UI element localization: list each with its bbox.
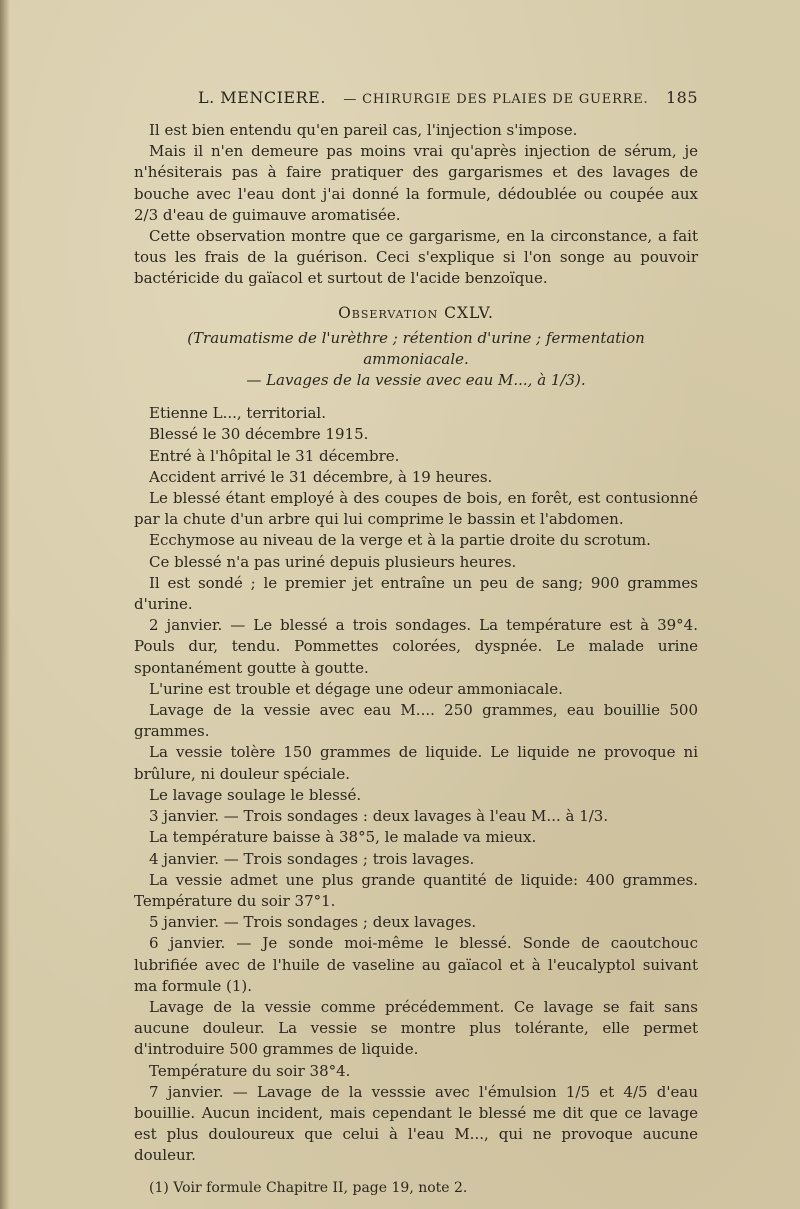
running-head xyxy=(198,88,698,112)
paragraph: 3 janvier. — Trois sondages : deux lavages à l'eau M... à 1/3. xyxy=(149,807,609,826)
paragraph: 5 janvier. — Trois sondages ; deux lavages. xyxy=(149,913,477,932)
running-head-title: — CHIRURGIE DES PLAIES DE GUERRE. xyxy=(343,92,649,107)
paragraph: Il est bien entendu qu'en pareil cas, l'injection s'impose. xyxy=(149,121,578,139)
paragraph: Accident arrivé le 31 décembre, à 19 heures. xyxy=(149,467,493,486)
paragraph: Le blessé étant employé à des coupes de bois, en forêt, est contusionné par la chute d'un arbre qui lui comprime le bassin et l'abdomen. xyxy=(134,489,698,529)
paragraph: 6 janvier. — Je sonde moi-même le blessé. Sonde de caoutchouc lubrifiée avec de l'huile de vaseline au gaïacol et à l'eucalyptol suivant ma formule (1). xyxy=(134,934,698,995)
paragraph: Lavage de la vessie comme précédemment. Ce lavage se fait sans aucune douleur. La vessie se montre plus tolérante, elle permet d'introduire 500 grammes de liquide. xyxy=(134,997,698,1059)
paragraph: 2 janvier. — Le blessé a trois sondages. La température est à 39°4. Pouls dur, tendu. Pommettes colorées, dyspnée. Le malade urine spontanément goutte à goutte. xyxy=(134,616,698,677)
page-number: 185 xyxy=(665,88,698,107)
paragraph: La température baisse à 38°5, le malade va mieux. xyxy=(149,828,537,847)
paragraph: Ecchymose au niveau de la verge et à la partie droite du scrotum. xyxy=(149,531,651,550)
paragraph: Température du soir 38°4. xyxy=(149,1061,351,1080)
observation-heading: Observation CXLV. xyxy=(338,303,494,322)
paragraph: Ce blessé n'a pas uriné depuis plusieurs heures. xyxy=(149,552,517,571)
paragraph: Etienne L..., territorial. xyxy=(149,404,326,423)
observation-subtitle-line-2: — Lavages de la vessie avec eau M..., à 1/3). xyxy=(246,371,586,390)
binding-edge xyxy=(0,0,10,1209)
paragraph: Le lavage soulage le blessé. xyxy=(149,785,362,804)
paragraph: La vessie tolère 150 grammes de liquide. Le liquide ne provoque ni brûlure, ni douleur spéciale. xyxy=(134,743,698,783)
observation-subtitle xyxy=(134,328,698,392)
paragraph: 4 janvier. — Trois sondages ; trois lavages. xyxy=(149,849,475,868)
paragraph: 7 janvier. — Lavage de la vesssie avec l'émulsion 1/5 et 4/5 d'eau bouillie. Aucun incident, mais cependant le blessé me dit que ce lavage est plus douloureux que celui à l'eau M..., qui ne provoque aucune douleur. xyxy=(134,1082,698,1165)
running-head-author: L. MENCIERE. xyxy=(198,88,326,107)
paragraph: Cette observation montre que ce gargarisme, en la circonstance, a fait tous les frais de la guérison. Ceci s'explique si l'on songe au pouvoir bactéricide du gaïacol et surtout de l'acide benzoïque. xyxy=(134,227,698,288)
paragraph: Il est sondé ; le premier jet entraîne un peu de sang; 900 grammes d'urine. xyxy=(134,573,698,614)
observation-subtitle-line-1: (Traumatisme de l'urèthre ; rétention d'urine ; fermentation ammoniacale. xyxy=(187,328,645,368)
book-page xyxy=(134,88,698,1198)
paragraph: Entré à l'hôpital le 31 décembre. xyxy=(149,446,400,465)
paragraph: La vessie admet une plus grande quantité de liquide: 400 grammes. Température du soir 37°1. xyxy=(134,870,698,910)
paragraph: Mais il n'en demeure pas moins vrai qu'après injection de sérum, je n'hésiterais pas à faire pratiquer des gargarismes et des lavages de bouche avec l'eau dont j'ai donné la formule, dédoublée ou coupée aux 2/3 d'eau de guimauve aromatisée. xyxy=(134,142,698,224)
paragraph: Blessé le 30 décembre 1915. xyxy=(149,425,369,444)
paragraph: Lavage de la vessie avec eau M.... 250 grammes, eau bouillie 500 grammes. xyxy=(134,701,698,741)
footnote: (1) Voir formule Chapitre II, page 19, note 2. xyxy=(149,1179,468,1196)
paragraph: L'urine est trouble et dégage une odeur ammoniacale. xyxy=(149,679,563,698)
